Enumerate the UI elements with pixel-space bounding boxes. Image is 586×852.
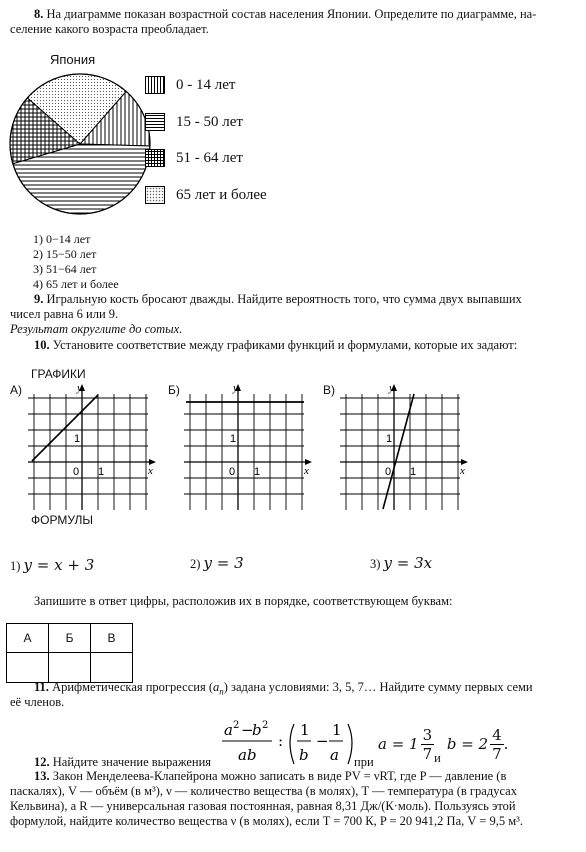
svg-text:−: − xyxy=(241,721,254,739)
svg-text:2: 2 xyxy=(262,720,269,731)
q13-number: 13. xyxy=(34,769,50,783)
answer-cell-c[interactable] xyxy=(91,653,133,683)
graph-b xyxy=(184,382,316,512)
graph-b-letter: Б) xyxy=(168,383,180,397)
q9-note: Результат округлите до сотых. xyxy=(10,322,183,336)
svg-text:a: a xyxy=(330,746,339,764)
graph-c-x-label: x xyxy=(460,465,465,477)
answer-header-b: Б xyxy=(49,624,91,653)
q13-line1 xyxy=(34,769,506,784)
q8-line1 xyxy=(34,7,536,22)
q8-number: 8. xyxy=(34,7,44,21)
q11-text-a: Арифметическая прогрессия ( xyxy=(52,680,213,694)
legend-swatch-15-50 xyxy=(145,113,165,131)
q12-a-val: a = 1 xyxy=(378,735,419,753)
graph-c-letter: В) xyxy=(323,383,335,397)
q12-a-den: 7 xyxy=(422,744,433,763)
q12-b-val: b = 2 xyxy=(446,735,489,753)
answer-table-input-row xyxy=(7,653,133,683)
q11-an xyxy=(213,680,224,697)
pie-chart xyxy=(0,60,160,228)
graph-b-tick-1-x: 1 xyxy=(254,466,261,478)
graph-a xyxy=(28,382,160,512)
svg-text:a: a xyxy=(224,721,233,739)
answer-cell-a[interactable] xyxy=(7,653,49,683)
q8-option-4: 4) 65 лет и более xyxy=(33,277,119,291)
q8-text1: На диаграмме показан возрастной состав населения Японии. Определите по диаграмме, на- xyxy=(46,7,537,21)
legend-label-0-14: 0 - 14 лет xyxy=(176,77,236,93)
answer-table xyxy=(6,623,133,683)
answer-header-a: А xyxy=(7,624,49,653)
q12-pri: при xyxy=(354,755,374,769)
q11-line1 xyxy=(34,680,533,700)
q9-line1 xyxy=(34,292,522,307)
answer-cell-b[interactable] xyxy=(49,653,91,683)
svg-text:b: b xyxy=(252,721,262,739)
q11-text-b: ) задана условиями: 3, 5, 7… Найдите сумму первых семи xyxy=(223,680,533,694)
q12-expression xyxy=(218,718,368,770)
q10-instruction: Запишите в ответ цифры, расположив их в порядке, соответствующем буквам: xyxy=(34,594,453,608)
q11-an-a: a xyxy=(213,680,220,694)
legend-label-51-64: 51 - 64 лет xyxy=(176,150,243,166)
answer-table-header-row xyxy=(7,624,133,653)
q11-number: 11. xyxy=(34,680,49,694)
graph-c-y-label: y xyxy=(389,382,394,394)
svg-text:ab: ab xyxy=(238,746,257,764)
q10-line xyxy=(34,338,517,353)
formula-2-num: 2) xyxy=(190,557,201,571)
graphs-label: ГРАФИКИ xyxy=(31,367,86,381)
graph-a-tick-0: 0 xyxy=(73,466,80,478)
q9-text1: Игральную кость бросают дважды. Найдите вероятность того, что сумма двух выпавших xyxy=(46,292,522,306)
graph-c-tick-1-x: 1 xyxy=(410,466,417,478)
svg-text:2: 2 xyxy=(233,720,240,731)
q8-option-2: 2) 15−50 лет xyxy=(33,247,97,261)
graph-a-x-label: x xyxy=(148,465,153,477)
graph-b-tick-0: 0 xyxy=(229,466,236,478)
formula-2 xyxy=(190,556,244,572)
q10-text: Установите соответствие между графиками функций и формулами, которые их задают: xyxy=(52,338,518,352)
q13-text2: паскалях), V — объём (в м³), ν — количество вещества (в молях), T — температура (в градусах xyxy=(10,784,517,798)
formulas-label: ФОРМУЛЫ xyxy=(31,513,94,527)
formula-3-num: 3) xyxy=(370,557,381,571)
graph-a-line xyxy=(32,395,98,461)
q8-text2: селение какого возраста преобладает. xyxy=(10,22,209,36)
svg-text:1: 1 xyxy=(332,721,342,739)
q12-number: 12. xyxy=(34,755,50,769)
q12-b-num: 4 xyxy=(492,725,502,744)
formula-1 xyxy=(10,558,94,574)
svg-text:−: − xyxy=(316,732,329,750)
q12-a-num: 3 xyxy=(422,725,433,744)
answer-header-c: В xyxy=(91,624,133,653)
graph-b-tick-1-y: 1 xyxy=(230,433,237,445)
pie-title: Япония xyxy=(50,52,96,67)
q12-dot: . xyxy=(503,735,509,753)
q9-text2: чисел равна 6 или 9. xyxy=(10,307,119,321)
q11-text2: её членов. xyxy=(10,695,65,709)
q13-text4: формулой, найдите количество вещества ν (в молях), если T = 700 К, P = 20 941,2 Па, V = 9,5 м³. xyxy=(10,814,524,828)
svg-text:b: b xyxy=(299,746,309,764)
q8-option-3: 3) 51−64 лет xyxy=(33,262,97,276)
q13-text1: Закон Менделеева-Клапейрона можно записать в виде PV = νRT, где P — давление (в xyxy=(52,769,507,783)
legend-swatch-51-64 xyxy=(145,149,165,167)
q12-values xyxy=(378,722,508,766)
formula-3-expr: y = 3x xyxy=(383,554,433,572)
q9-number: 9. xyxy=(34,292,44,306)
q12-a-frac xyxy=(421,726,435,763)
q12-b-den: 7 xyxy=(492,744,502,763)
q12-line xyxy=(34,755,211,770)
q11-an-n: n xyxy=(219,686,224,697)
legend-swatch-0-14 xyxy=(145,76,165,94)
formula-1-num: 1) xyxy=(10,559,21,573)
graph-c-tick-0: 0 xyxy=(385,466,392,478)
q13-text3: Кельвина), а R — универсальная газовая постоянная, равная 8,31 Дж/(К·моль). Пользуясь этой xyxy=(10,799,516,813)
legend-label-65: 65 лет и более xyxy=(176,187,267,203)
q8-option-1: 1) 0−14 лет xyxy=(33,232,91,246)
q12-b-frac xyxy=(490,726,504,763)
graph-a-y-label: y xyxy=(77,382,82,394)
formula-1-expr: y = x + 3 xyxy=(23,556,95,574)
legend-label-15-50: 15 - 50 лет xyxy=(176,114,243,130)
q10-number: 10. xyxy=(34,338,50,352)
svg-text::: : xyxy=(278,732,284,750)
formula-3 xyxy=(370,556,432,572)
svg-text:1: 1 xyxy=(300,721,310,739)
graph-c-line xyxy=(383,394,417,509)
q12-text: Найдите значение выражения xyxy=(52,755,212,769)
legend-swatch-65 xyxy=(145,186,165,204)
q12-and: и xyxy=(434,751,441,765)
formula-2-expr: y = 3 xyxy=(203,554,244,572)
graph-c-tick-1-y: 1 xyxy=(386,433,393,445)
graph-a-letter: А) xyxy=(10,383,22,397)
graph-a-tick-1-y: 1 xyxy=(74,433,81,445)
graph-c xyxy=(340,382,472,512)
graph-b-x-label: x xyxy=(304,465,309,477)
graph-a-tick-1-x: 1 xyxy=(98,466,105,478)
graph-b-y-label: y xyxy=(233,382,238,394)
